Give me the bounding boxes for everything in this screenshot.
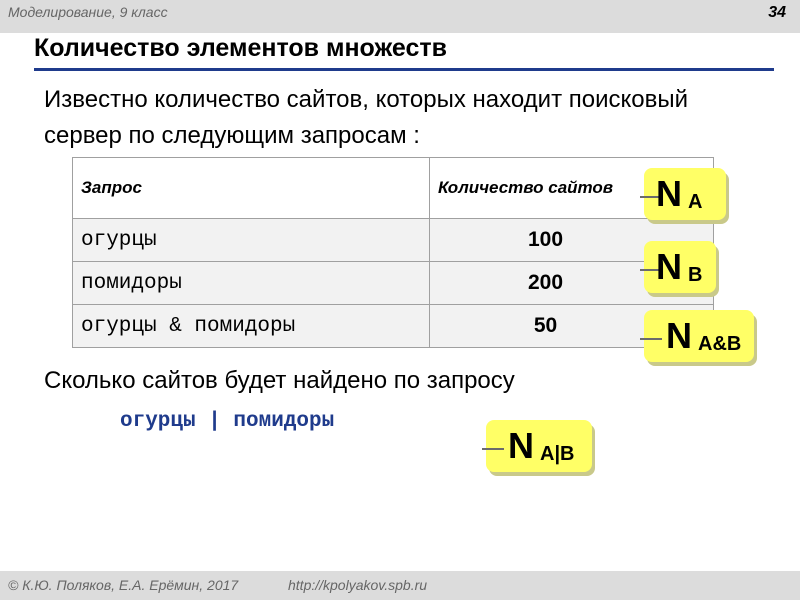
- table-row: [73, 262, 714, 305]
- question-text: Сколько сайтов будет найдено по запросу: [44, 367, 515, 394]
- label-nab-intersection: [644, 310, 754, 362]
- query-table: [72, 157, 714, 348]
- tag-base: N: [656, 173, 682, 214]
- label-nab-union: [486, 420, 592, 472]
- table-row: [73, 305, 714, 348]
- table-header-row: [73, 158, 714, 219]
- tag-subscript: A&B: [698, 333, 742, 355]
- label-na: [644, 168, 726, 220]
- label-nb: [644, 241, 716, 293]
- table-row: [73, 219, 714, 262]
- column-header-request: Запрос: [73, 158, 430, 219]
- request-cell: огурцы: [73, 219, 430, 262]
- footer-copyright: © К.Ю. Поляков, Е.А. Ерёмин, 2017: [8, 577, 239, 593]
- column-header-count: Количество сайтов: [430, 158, 714, 219]
- tag-base: N: [666, 315, 692, 356]
- count-cell: 200: [430, 262, 714, 305]
- count-cell: 100: [430, 219, 714, 262]
- course-subject: Моделирование, 9 класс: [8, 4, 168, 20]
- request-cell: помидоры: [73, 262, 430, 305]
- query-text: огурцы | помидоры: [120, 410, 335, 433]
- page-number: 34: [768, 4, 786, 21]
- slide-title: Количество элементов множеств: [34, 34, 447, 62]
- tag-subscript: A: [688, 191, 703, 213]
- tag-subscript: A|B: [540, 443, 575, 465]
- tag-base: N: [656, 246, 682, 287]
- footer-url[interactable]: http://kpolyakov.spb.ru: [288, 577, 428, 593]
- title-underline: [34, 68, 774, 71]
- tag-subscript: B: [688, 264, 703, 286]
- count-cell: 50: [430, 305, 714, 348]
- intro-text: Известно количество сайтов, которых находит поисковый сервер по следующим запросам :: [44, 86, 689, 149]
- tag-base: N: [508, 425, 534, 466]
- request-cell: огурцы & помидоры: [73, 305, 430, 348]
- tag-pointer: [482, 448, 504, 450]
- tag-pointer: [640, 338, 662, 340]
